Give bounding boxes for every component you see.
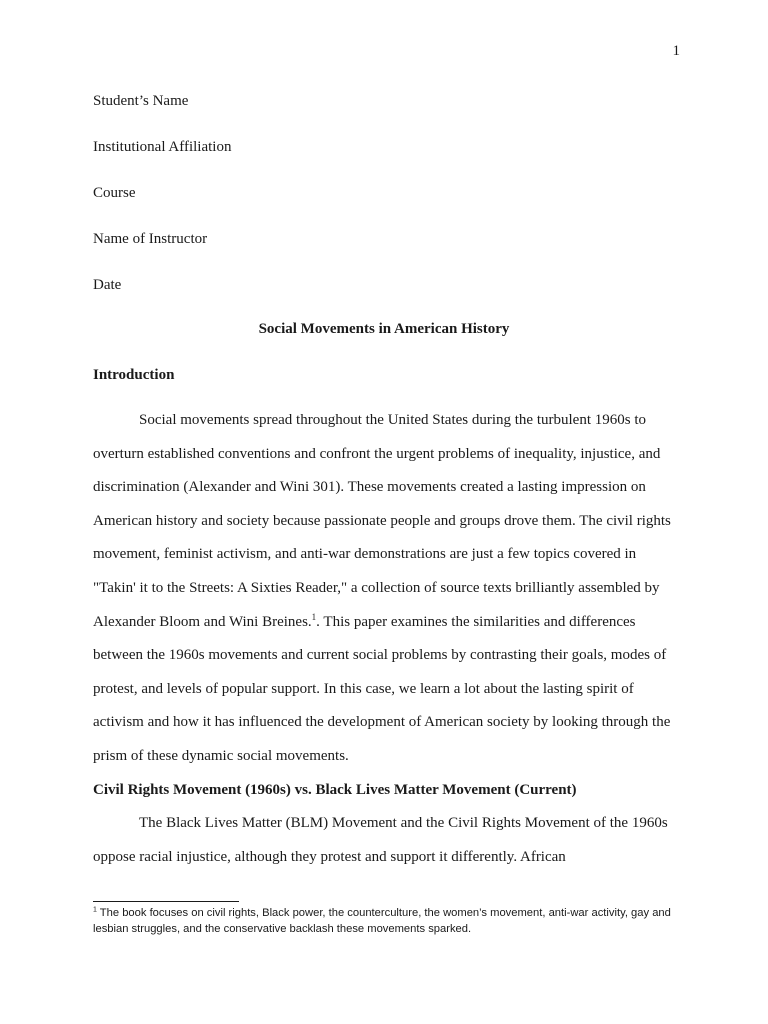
paper-title: Social Movements in American History	[258, 321, 510, 337]
civil-rights-paragraph	[93, 807, 675, 874]
introduction-text-part2: . This paper examines the similarities and differences between the 1960s movements and current social problems by contrasting their goals, modes of protest, and levels of popular support. In this case, we learn a lot about the lasting spirit of activism and how it has influenced the development of American society by looking through the prism of these dynamic social movements.	[93, 613, 671, 764]
course: Course	[93, 185, 136, 201]
student-header	[93, 92, 231, 322]
institution: Institutional Affiliation	[93, 139, 232, 155]
date: Date	[93, 277, 122, 293]
civil-rights-heading: Civil Rights Movement (1960s) vs. Black Lives Matter Movement (Current)	[93, 782, 577, 798]
student-name: Student’s Name	[93, 93, 189, 109]
footnote-marker: 1	[93, 906, 97, 914]
footnote-divider	[93, 901, 239, 902]
introduction-text-part1: Social movements spread throughout the United States during the turbulent 1960s to overturn established conventions and confront the urgent problems of inequality, injustice, and discrimination (Alexander and Wini 301). These movements created a lasting impression on American history and society because passionate people and groups drove them. The civil rights movement, feminist activism, and anti-war demonstrations are just a few topics covered in "Takin' it to the Streets: A Sixties Reader," a collection of source texts brilliantly assembled by Alexander Bloom and Wini Breines.	[93, 412, 671, 630]
instructor: Name of Instructor	[93, 231, 208, 247]
footnote	[93, 905, 683, 937]
introduction-heading: Introduction	[93, 367, 175, 383]
civil-rights-text: The Black Lives Matter (BLM) Movement and the Civil Rights Movement of the 1960s oppose racial injustice, although they protest and support it differently. African	[93, 815, 668, 865]
footnote-text: The book focuses on civil rights, Black power, the counterculture, the women’s movement, anti-war activity, gay and lesbian struggles, and the conservative backlash these movements sparked.	[93, 907, 671, 935]
page-number: 1	[672, 43, 680, 59]
introduction-paragraph	[93, 404, 675, 774]
footnote-reference: 1	[311, 611, 317, 622]
